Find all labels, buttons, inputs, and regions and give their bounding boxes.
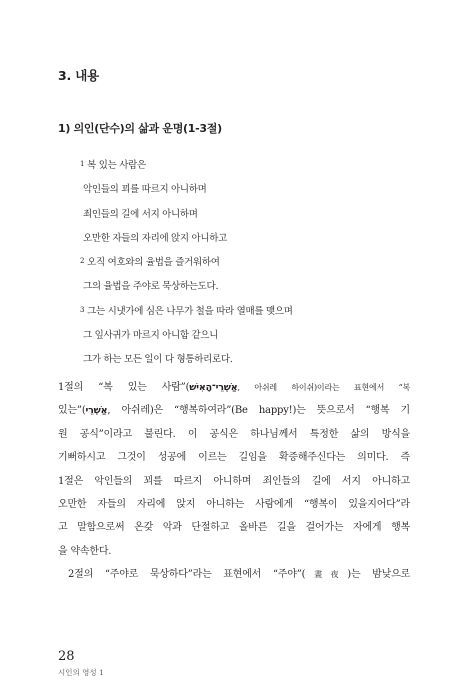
paragraph-line: 원 공식”이라고 불린다. 이 공식은 하나님께서 특정한 삶의 방식을 <box>58 428 410 440</box>
body-text <box>58 376 410 587</box>
verse-line <box>80 154 293 178</box>
verse-text: 그의 율법을 주야로 묵상하는도다. <box>83 281 219 293</box>
verse-number: 1 <box>80 160 85 168</box>
paragraph-line <box>58 376 410 399</box>
scripture-quote <box>80 154 293 373</box>
text-run: )는 밤낮으로 <box>347 569 410 581</box>
verse-text: 그 잎사귀가 마르지 아니함 같으니 <box>83 330 219 342</box>
text-run: 2절의 “주야로 묵상하다”라는 표현에서 “주야”( <box>68 569 306 581</box>
verse-text: 악인들의 꾀를 따르지 아니하며 <box>83 184 207 196</box>
text-run: 있는”( <box>58 405 86 417</box>
paragraph-line <box>58 399 410 422</box>
paragraph-line: 고 말함으로써 온갖 악과 단절하고 올바른 길을 걸어가는 자에게 행복 <box>58 522 410 534</box>
verse-line <box>80 324 293 348</box>
verse-text: 오만한 자들의 자리에 앉지 아니하고 <box>83 232 228 244</box>
verse-line <box>80 251 293 275</box>
verse-number: 3 <box>80 305 85 314</box>
text-run: , 아쉬레 하이쉬)이라는 표현에서 “복 <box>237 383 410 392</box>
verse-text: 그는 시냇가에 심은 나무가 철을 따라 열매를 맺으며 <box>87 305 293 317</box>
hebrew-term: אַשְׁרֵי־הָאִישׁ <box>189 382 238 393</box>
section-heading: 3. 내용 <box>58 68 99 83</box>
text-run: 1절의 “복 있는 사람”( <box>58 382 190 393</box>
verse-text: 오직 여호와의 율법을 즐거워하여 <box>87 257 220 269</box>
verse-number: 2 <box>80 257 85 266</box>
paragraph-line: 오만한 자들의 자리에 앉지 아니하는 사람에게 “행복이 있을지어다”라 <box>58 499 410 511</box>
verse-line <box>80 275 293 299</box>
text-run: , 아쉬레)은 “행복하여라”(Be happy!)는 뜻으로서 “행복 기 <box>107 405 410 417</box>
verse-text: 복 있는 사람은 <box>87 160 146 171</box>
hebrew-term: אַשְׁרֵי <box>85 405 108 417</box>
verse-text: 그가 하는 모든 일이 다 형통하리로다. <box>83 354 233 366</box>
paragraph-line: 기뻐하시고 그것이 성공에 이르는 길임을 확증해주신다는 의미다. 즉 <box>58 452 410 464</box>
paragraph-line: 을 약속한다. <box>58 545 112 557</box>
verse-line <box>80 203 293 227</box>
verse-line <box>80 300 293 324</box>
page-number: 28 <box>58 649 75 664</box>
verse-line <box>80 178 293 202</box>
paragraph-line: 1절은 악인들의 꾀를 따르지 아니하며 죄인들의 길에 서지 아니하고 <box>58 475 410 487</box>
verse-line <box>80 227 293 251</box>
subsection-heading: 1) 의인(단수)의 삶과 운명(1-3절) <box>58 122 222 135</box>
verse-text: 죄인들의 길에 서지 아니하며 <box>83 208 198 220</box>
running-head: 시인의 영성 1 <box>58 668 104 677</box>
verse-line <box>80 348 293 372</box>
hanja-term: 晝夜 <box>305 570 348 580</box>
paragraph-line <box>58 563 410 586</box>
